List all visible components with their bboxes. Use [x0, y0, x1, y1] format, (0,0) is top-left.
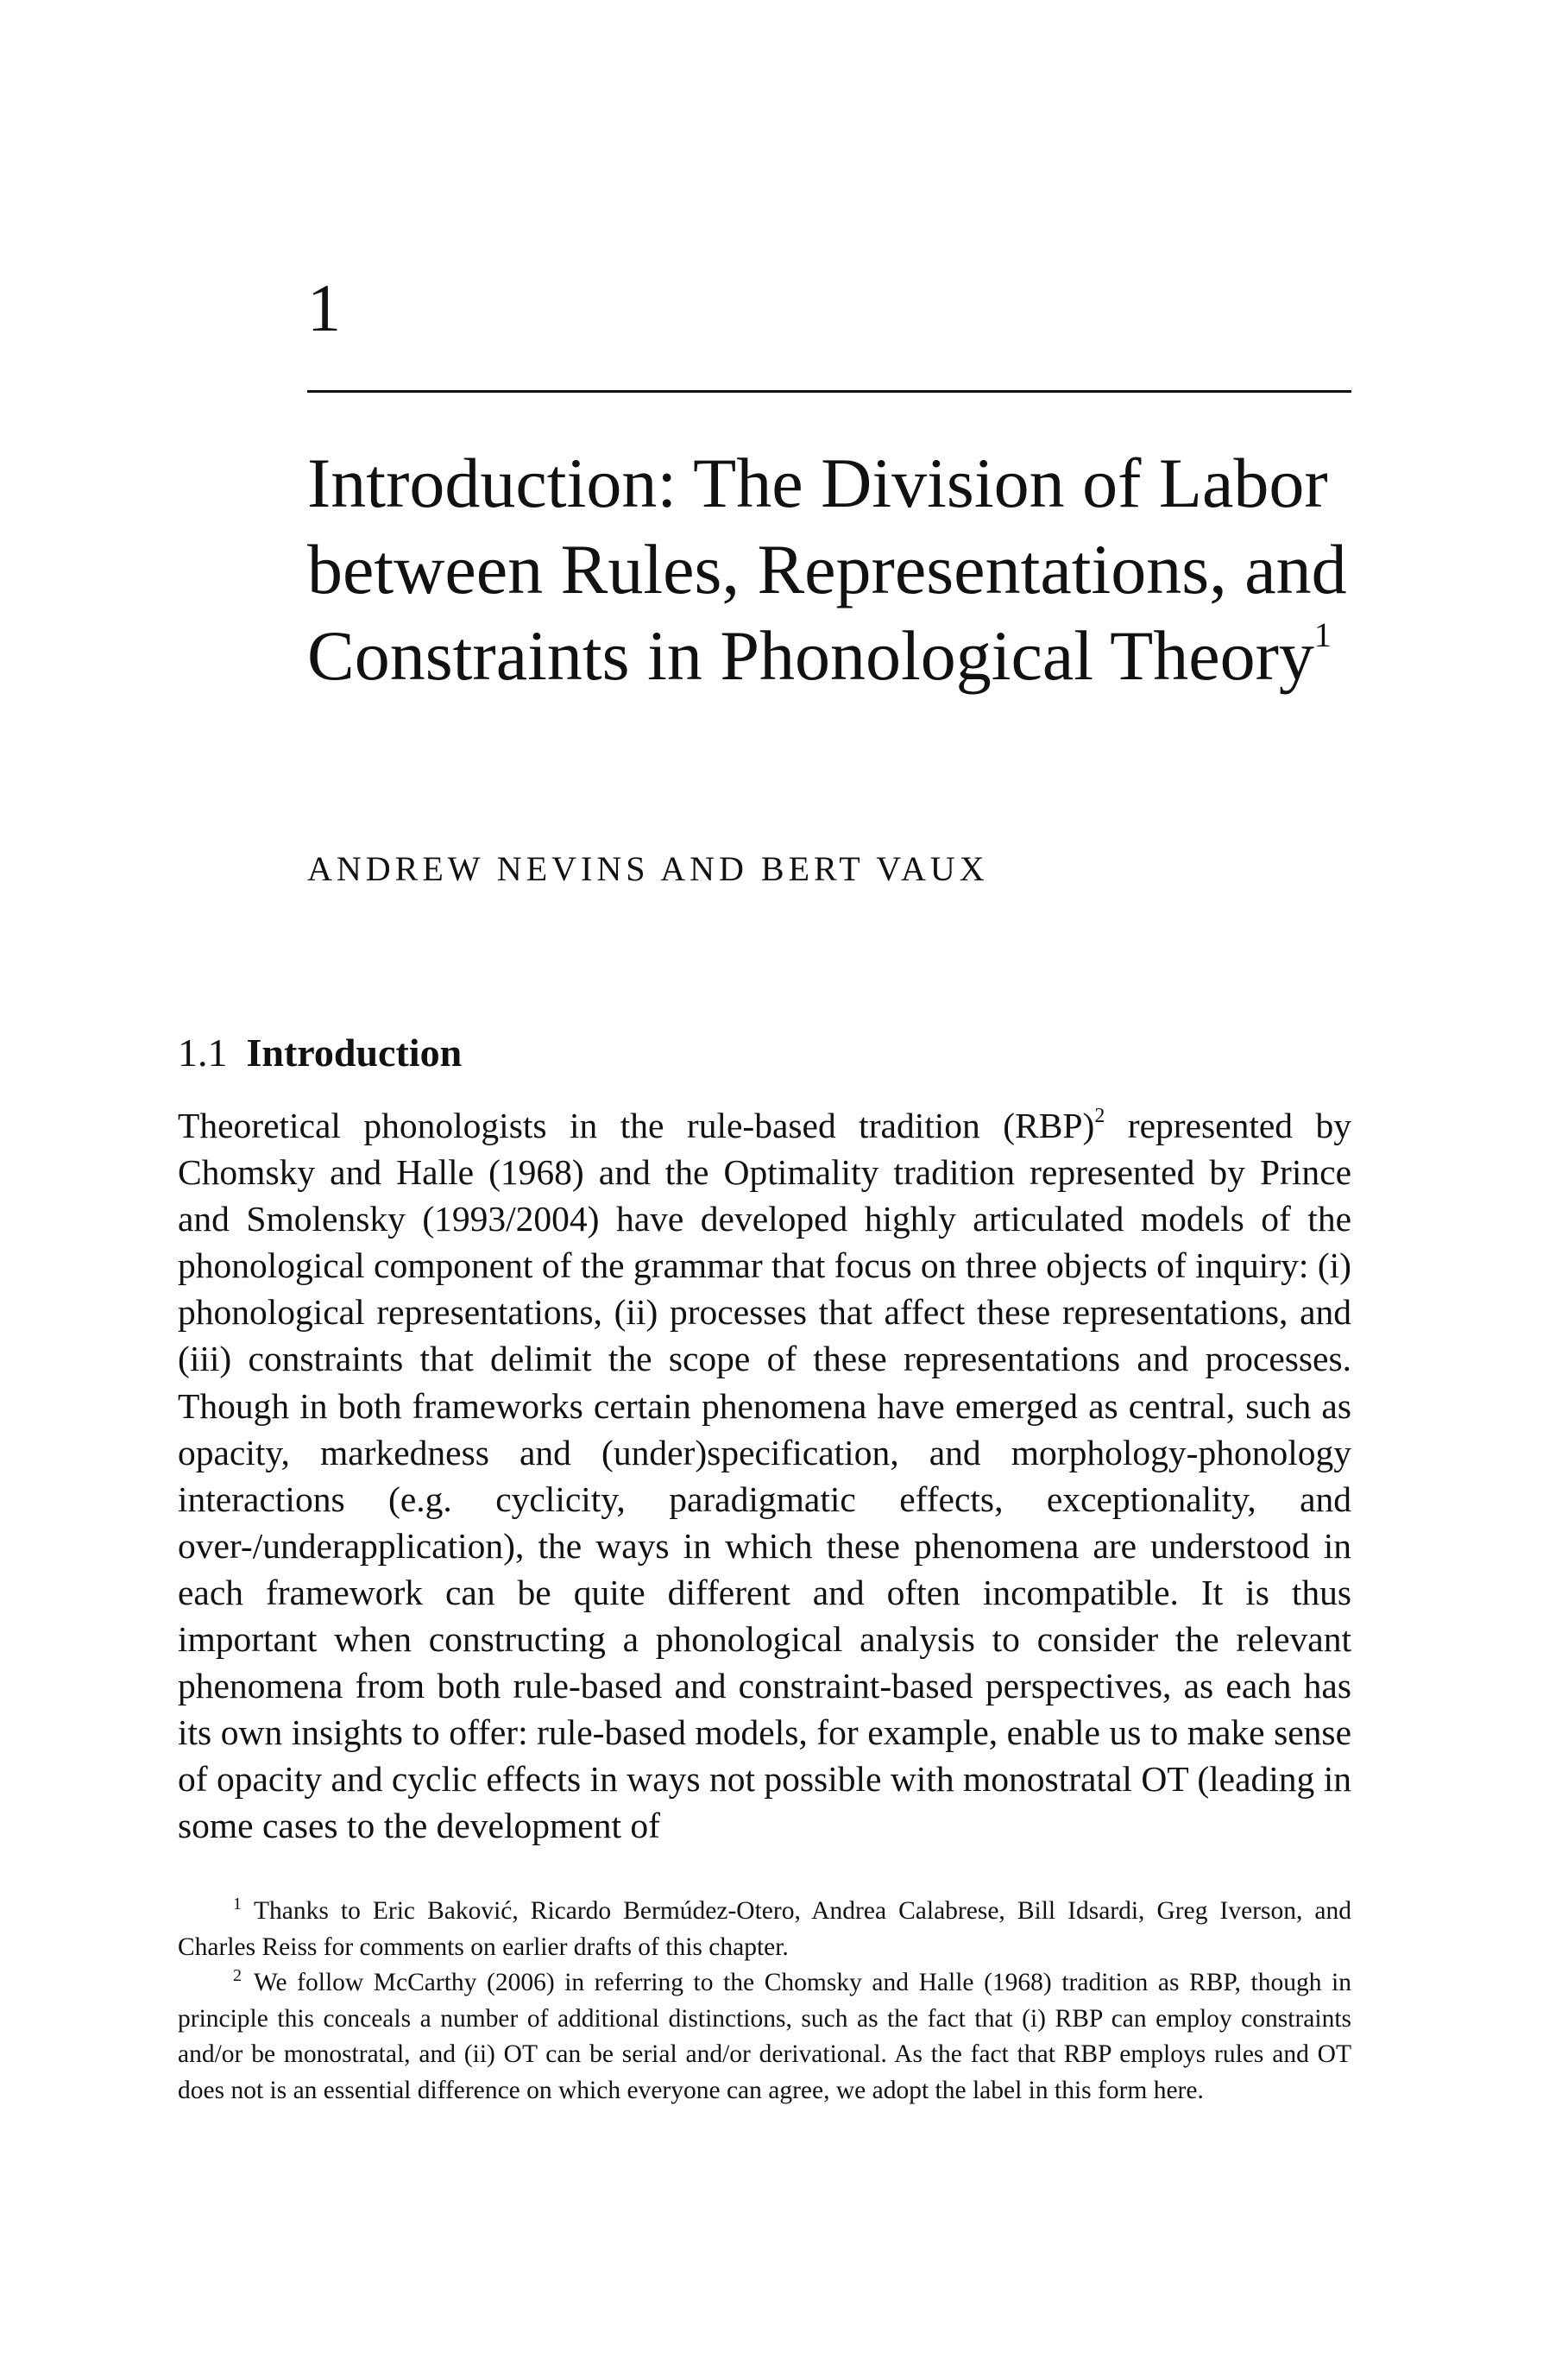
footnote-ref-1[interactable]: 1: [1313, 615, 1332, 654]
footnote-2-text: We follow McCarthy (2006) in referring to the Chomsky and Halle (1968) tradition as RBP, though in principle this conceals a number of additional distinctions, such as the fact that (i) RBP can employ constraints and/or be monostratal, and (ii) OT can be serial and/or derivational. As the fact that RBP employs rules and OT does not is an essential difference on which everyone can agree, we adopt the label in this form here.: [178, 1969, 1351, 2104]
section-title: Introduction: [246, 1031, 463, 1075]
chapter-title: [307, 440, 1386, 699]
chapter-number: 1: [307, 270, 341, 345]
section-heading: [178, 1030, 462, 1075]
chapter-authors: ANDREW NEVINS AND BERT VAUX: [307, 849, 989, 888]
section-number: 1.1: [178, 1031, 228, 1075]
footnote-ref-2[interactable]: 2: [1094, 1105, 1105, 1127]
chapter-rule: [307, 390, 1351, 393]
footnotes: [178, 1894, 1351, 2109]
body-text-part-b: represented by Chomsky and Halle (1968) and the Optimality tradition represented by Prince and Smolensky (1993/2004) have developed highly articulated models of the phonological component of the grammar that focus on three objects of inquiry: (i) phonological representations, (ii) processes that affect these representations, and (iii) constraints that delimit the scope of these representations and processes. Though in both frameworks certain phenomena have emerged as central, such as opacity, markedness and (under)specification, and morphology-phonology interactions (e.g. cyclicity, paradigmatic effects, exceptionality, and over-/underapplication), the ways in which these phenomena are understood in each framework can be quite different and often incompatible. It is thus important when constructing a phonological analysis to consider the relevant phenomena from both rule-based and constraint-based perspectives, as each has its own insights to offer: rule-based models, for example, enable us to make sense of opacity and cyclic effects in ways not possible with monostratal OT (leading in some cases to the development of: [178, 1106, 1352, 1846]
body-paragraph: [178, 1102, 1351, 1850]
body-text-part-a: Theoretical phonologists in the rule-based tradition (RBP): [178, 1106, 1095, 1145]
chapter-title-text: Introduction: The Division of Labor between Rules, Representations, and Constraints in Phonological Theory: [307, 444, 1347, 695]
footnote-1-text: Thanks to Eric Baković, Ricardo Bermúdez-Otero, Andrea Calabrese, Bill Idsardi, Greg Iverson, and Charles Reiss for comments on earlier drafts of this chapter.: [178, 1897, 1351, 1961]
footnote-1: 1 Thanks to Eric Baković, Ricardo Bermúdez-Otero, Andrea Calabrese, Bill Idsardi, Greg Iverson, and Charles Reiss for comments on earlier drafts of this chapter.: [178, 1895, 1351, 1961]
footnote-2: 2 We follow McCarthy (2006) in referring to the Chomsky and Halle (1968) tradition as RBP, though in principle this conceals a number of additional distinctions, such as the fact that (i) RBP can employ constraints and/or be monostratal, and (ii) OT can be serial and/or derivational. As the fact that RBP employs rules and OT does not is an essential difference on which everyone can agree, we adopt the label in this form here.: [178, 1966, 1351, 2104]
